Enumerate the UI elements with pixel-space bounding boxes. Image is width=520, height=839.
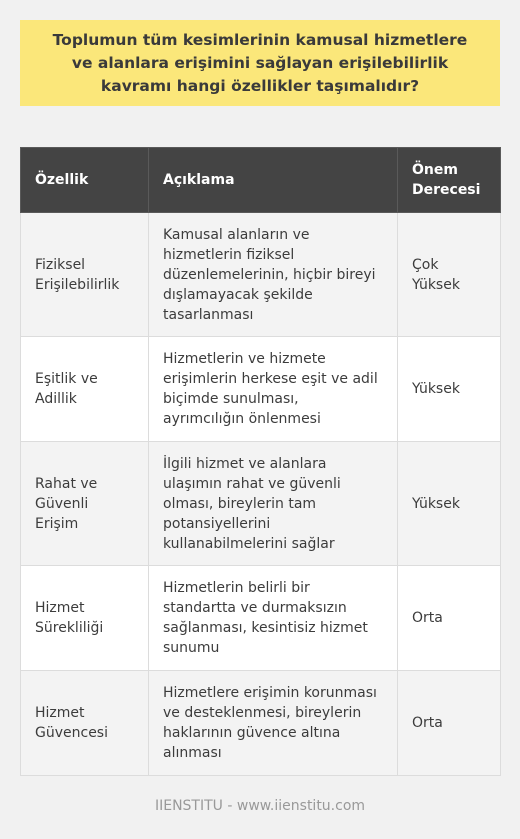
header-importance: Önem Derecesi <box>398 148 501 213</box>
description-cell: Hizmetlerin belirli bir standartta ve durmaksızın sağlanması, kesintisiz hizmet sunumu <box>149 566 398 671</box>
importance-cell: Orta <box>398 566 501 671</box>
description-cell: Kamusal alanların ve hizmetlerin fiziksel düzenlemelerinin, hiçbir bireyi dışlamayacak şekilde tasarlanması <box>149 213 398 337</box>
feature-cell: Hizmet Sürekliliği <box>21 566 149 671</box>
feature-cell: Hizmet Güvencesi <box>21 671 149 776</box>
importance-cell: Yüksek <box>398 442 501 566</box>
page-title: Toplumun tüm kesimlerinin kamusal hizmetlere ve alanlara erişimini sağlayan erişilebilirlik kavramı hangi özellikler taşımalıdır? <box>52 30 468 95</box>
table-row <box>21 213 501 337</box>
table-header-row <box>21 148 501 213</box>
table-row <box>21 337 501 442</box>
feature-cell: Eşitlik ve Adillik <box>21 337 149 442</box>
title-banner <box>20 20 500 106</box>
importance-cell: Orta <box>398 671 501 776</box>
feature-cell: Rahat ve Güvenli Erişim <box>21 442 149 566</box>
table-row <box>21 671 501 776</box>
features-table <box>20 147 501 776</box>
header-description: Açıklama <box>149 148 398 213</box>
feature-cell: Fiziksel Erişilebilirlik <box>21 213 149 337</box>
header-feature: Özellik <box>21 148 149 213</box>
description-cell: Hizmetlere erişimin korunması ve desteklenmesi, bireylerin haklarının güvence altına alınması <box>149 671 398 776</box>
importance-cell: Çok Yüksek <box>398 213 501 337</box>
description-cell: Hizmetlerin ve hizmete erişimlerin herkese eşit ve adil biçimde sunulması, ayrımcılığın önlenmesi <box>149 337 398 442</box>
importance-cell: Yüksek <box>398 337 501 442</box>
table-row <box>21 442 501 566</box>
footer-credit: IIENSTITU - www.iienstitu.com <box>154 798 366 814</box>
table-row <box>21 566 501 671</box>
description-cell: İlgili hizmet ve alanlara ulaşımın rahat ve güvenli olması, bireylerin tam potansiyellerini kullanabilmelerini sağlar <box>149 442 398 566</box>
